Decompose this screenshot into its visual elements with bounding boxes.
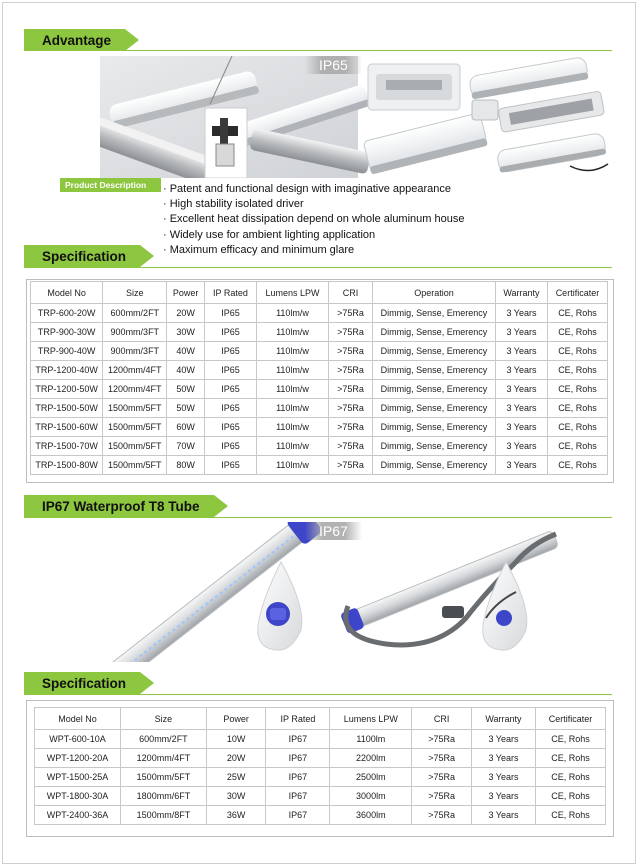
spec2-rule <box>24 694 612 695</box>
table-cell: 600mm/2FT <box>121 730 207 749</box>
ip65-photo-illustration <box>100 56 612 178</box>
table-cell: 60W <box>167 418 205 437</box>
table-cell: 1500mm/5FT <box>103 399 167 418</box>
table-cell: 1200mm/4FT <box>103 361 167 380</box>
table-cell: TRP-1200-50W <box>31 380 103 399</box>
table-cell: IP65 <box>205 361 257 380</box>
product-description-list <box>163 182 464 258</box>
table-cell: IP65 <box>205 399 257 418</box>
table-cell: CE, Rohs <box>547 399 607 418</box>
banner-arrow <box>214 495 228 517</box>
banner-arrow <box>125 29 139 51</box>
table-cell: WPT-1800-30A <box>35 787 121 806</box>
column-header: Certificater <box>535 708 605 730</box>
table-row <box>31 361 608 380</box>
table-cell: 30W <box>206 787 266 806</box>
table-cell: 3 Years <box>472 730 536 749</box>
table-cell: 1500mm/5FT <box>103 418 167 437</box>
table-cell: >75Ra <box>329 399 373 418</box>
table-row <box>31 399 608 418</box>
table-cell: Dimmig, Sense, Emerency <box>372 342 495 361</box>
table-cell: CE, Rohs <box>535 768 605 787</box>
ip65-product-photo <box>100 56 612 178</box>
table-cell: IP65 <box>205 342 257 361</box>
table-row <box>31 304 608 323</box>
column-header: Certificater <box>547 282 607 304</box>
column-header: Lumens LPW <box>256 282 328 304</box>
table-cell: Dimmig, Sense, Emerency <box>372 304 495 323</box>
table-cell: >75Ra <box>412 806 472 825</box>
table-cell: >75Ra <box>329 456 373 475</box>
table-cell: CE, Rohs <box>535 730 605 749</box>
table-cell: 2200lm <box>330 749 412 768</box>
spec1-rule <box>24 267 612 268</box>
table-cell: 30W <box>167 323 205 342</box>
table-cell: 110lm/w <box>256 323 328 342</box>
table-cell: 3 Years <box>496 323 548 342</box>
table-cell: 10W <box>206 730 266 749</box>
spec2-banner <box>24 672 154 694</box>
table-row <box>31 418 608 437</box>
advantage-title: Advantage <box>24 29 125 51</box>
table-cell: IP67 <box>266 749 330 768</box>
column-header: Power <box>206 708 266 730</box>
table-cell: IP65 <box>205 304 257 323</box>
table-cell: 3 Years <box>496 456 548 475</box>
table-cell: 3 Years <box>472 749 536 768</box>
table-cell: 1500mm/5FT <box>103 456 167 475</box>
table-cell: 1200mm/4FT <box>121 749 207 768</box>
table-row <box>31 456 608 475</box>
table-row <box>35 768 606 787</box>
table-cell: 110lm/w <box>256 342 328 361</box>
table-cell: CE, Rohs <box>547 418 607 437</box>
table-cell: Dimmig, Sense, Emerency <box>372 380 495 399</box>
table-cell: WPT-2400-36A <box>35 806 121 825</box>
product-description-tag: Product Description <box>60 178 161 192</box>
table-cell: >75Ra <box>329 361 373 380</box>
table-cell: >75Ra <box>412 787 472 806</box>
table-cell: >75Ra <box>329 418 373 437</box>
column-header: Lumens LPW <box>330 708 412 730</box>
table-cell: TRP-900-30W <box>31 323 103 342</box>
spec1-banner <box>24 245 154 267</box>
column-header: Warranty <box>472 708 536 730</box>
table-cell: WPT-1200-20A <box>35 749 121 768</box>
description-bullet: · Patent and functional design with imaginative appearance <box>163 183 452 195</box>
table-cell: 1500mm/5FT <box>103 437 167 456</box>
table-cell: WPT-1500-25A <box>35 768 121 787</box>
column-header: Operation <box>372 282 495 304</box>
table-cell: IP65 <box>205 456 257 475</box>
table-cell: >75Ra <box>329 304 373 323</box>
column-header: IP Rated <box>266 708 330 730</box>
table-cell: CE, Rohs <box>547 361 607 380</box>
spec2-table <box>34 707 606 825</box>
table-cell: TRP-1500-60W <box>31 418 103 437</box>
table-cell: Dimmig, Sense, Emerency <box>372 399 495 418</box>
table-cell: 3 Years <box>496 399 548 418</box>
table-cell: CE, Rohs <box>547 323 607 342</box>
table-cell: Dimmig, Sense, Emerency <box>372 437 495 456</box>
ip67-label: IP67 <box>305 522 362 540</box>
table-cell: 3 Years <box>496 342 548 361</box>
table-cell: 1800mm/6FT <box>121 787 207 806</box>
table-cell: 110lm/w <box>256 304 328 323</box>
table-cell: TRP-1200-40W <box>31 361 103 380</box>
column-header: Warranty <box>496 282 548 304</box>
banner-arrow <box>140 672 154 694</box>
table-cell: 3 Years <box>496 361 548 380</box>
ip67-rule <box>24 517 612 518</box>
table-cell: WPT-600-10A <box>35 730 121 749</box>
column-header: Size <box>121 708 207 730</box>
table-cell: 3 Years <box>472 787 536 806</box>
column-header: IP Rated <box>205 282 257 304</box>
table-cell: >75Ra <box>412 730 472 749</box>
table-cell: 3600lm <box>330 806 412 825</box>
table-cell: IP67 <box>266 806 330 825</box>
table-cell: IP67 <box>266 787 330 806</box>
advantage-banner <box>24 29 139 51</box>
column-header: Model No <box>31 282 103 304</box>
table-cell: 110lm/w <box>256 361 328 380</box>
advantage-rule <box>24 50 612 51</box>
table-row <box>35 730 606 749</box>
table-cell: CE, Rohs <box>535 787 605 806</box>
table-cell: IP65 <box>205 323 257 342</box>
ip67-title: IP67 Waterproof T8 Tube <box>24 495 214 517</box>
table-cell: 50W <box>167 399 205 418</box>
spec1-title: Specification <box>24 245 140 267</box>
table-cell: 3 Years <box>496 418 548 437</box>
column-header: Model No <box>35 708 121 730</box>
table-cell: 3 Years <box>472 806 536 825</box>
column-header: Power <box>167 282 205 304</box>
table-cell: TRP-600-20W <box>31 304 103 323</box>
banner-arrow <box>140 245 154 267</box>
description-bullet: · Excellent heat dissipation depend on whole aluminum house <box>163 213 465 226</box>
column-header: Size <box>103 282 167 304</box>
table-cell: 20W <box>167 304 205 323</box>
spec2-title: Specification <box>24 672 140 694</box>
table-cell: IP65 <box>205 418 257 437</box>
table-cell: IP65 <box>205 380 257 399</box>
table-cell: CE, Rohs <box>535 749 605 768</box>
table-cell: >75Ra <box>412 768 472 787</box>
column-header: CRI <box>412 708 472 730</box>
table-cell: 36W <box>206 806 266 825</box>
table-cell: TRP-1500-70W <box>31 437 103 456</box>
ip67-product-photo <box>86 522 566 662</box>
table-cell: >75Ra <box>329 380 373 399</box>
table-cell: Dimmig, Sense, Emerency <box>372 456 495 475</box>
table-row <box>31 323 608 342</box>
table-cell: 1500mm/5FT <box>121 768 207 787</box>
table-cell: 3000lm <box>330 787 412 806</box>
table-cell: 40W <box>167 342 205 361</box>
table-cell: 1500mm/8FT <box>121 806 207 825</box>
table-cell: TRP-900-40W <box>31 342 103 361</box>
table-row <box>31 342 608 361</box>
table-cell: Dimmig, Sense, Emerency <box>372 418 495 437</box>
table-cell: 3 Years <box>496 380 548 399</box>
table-cell: 900mm/3FT <box>103 342 167 361</box>
table-cell: CE, Rohs <box>547 342 607 361</box>
table-cell: 110lm/w <box>256 418 328 437</box>
table-cell: 3 Years <box>496 437 548 456</box>
table-cell: CE, Rohs <box>535 806 605 825</box>
table-header-row <box>31 282 608 304</box>
table-cell: 110lm/w <box>256 456 328 475</box>
table-cell: 110lm/w <box>256 437 328 456</box>
table-row <box>35 806 606 825</box>
table-cell: IP67 <box>266 768 330 787</box>
table-cell: CE, Rohs <box>547 456 607 475</box>
ip65-label: IP65 <box>305 56 362 74</box>
description-bullet: · High stability isolated driver <box>163 198 304 211</box>
table-cell: 110lm/w <box>256 399 328 418</box>
table-cell: >75Ra <box>329 342 373 361</box>
table-header-row <box>35 708 606 730</box>
description-bullet: · Maximum efficacy and minimum glare <box>163 243 355 256</box>
table-cell: >75Ra <box>329 437 373 456</box>
table-cell: 2500lm <box>330 768 412 787</box>
table-cell: 3 Years <box>472 768 536 787</box>
table-cell: Dimmig, Sense, Emerency <box>372 323 495 342</box>
table-cell: 70W <box>167 437 205 456</box>
ip67-banner <box>24 495 228 517</box>
table-cell: 3 Years <box>496 304 548 323</box>
table-cell: IP65 <box>205 437 257 456</box>
table-row <box>31 380 608 399</box>
spec1-table <box>30 281 608 475</box>
table-cell: 1100lm <box>330 730 412 749</box>
table-cell: >75Ra <box>412 749 472 768</box>
table-cell: CE, Rohs <box>547 304 607 323</box>
table-cell: >75Ra <box>329 323 373 342</box>
table-row <box>35 787 606 806</box>
table-cell: Dimmig, Sense, Emerency <box>372 361 495 380</box>
column-header: CRI <box>329 282 373 304</box>
table-row <box>35 749 606 768</box>
table-cell: 600mm/2FT <box>103 304 167 323</box>
ip67-photo-illustration <box>86 522 566 662</box>
table-cell: 900mm/3FT <box>103 323 167 342</box>
table-cell: 40W <box>167 361 205 380</box>
table-cell: CE, Rohs <box>547 437 607 456</box>
table-cell: TRP-1500-50W <box>31 399 103 418</box>
table-cell: 50W <box>167 380 205 399</box>
table-cell: TRP-1500-80W <box>31 456 103 475</box>
table-cell: CE, Rohs <box>547 380 607 399</box>
table-row <box>31 437 608 456</box>
table-cell: 110lm/w <box>256 380 328 399</box>
table-cell: IP67 <box>266 730 330 749</box>
table-cell: 25W <box>206 768 266 787</box>
description-bullet: · Widely use for ambient lighting application <box>163 228 376 241</box>
table-cell: 20W <box>206 749 266 768</box>
table-cell: 80W <box>167 456 205 475</box>
table-cell: 1200mm/4FT <box>103 380 167 399</box>
